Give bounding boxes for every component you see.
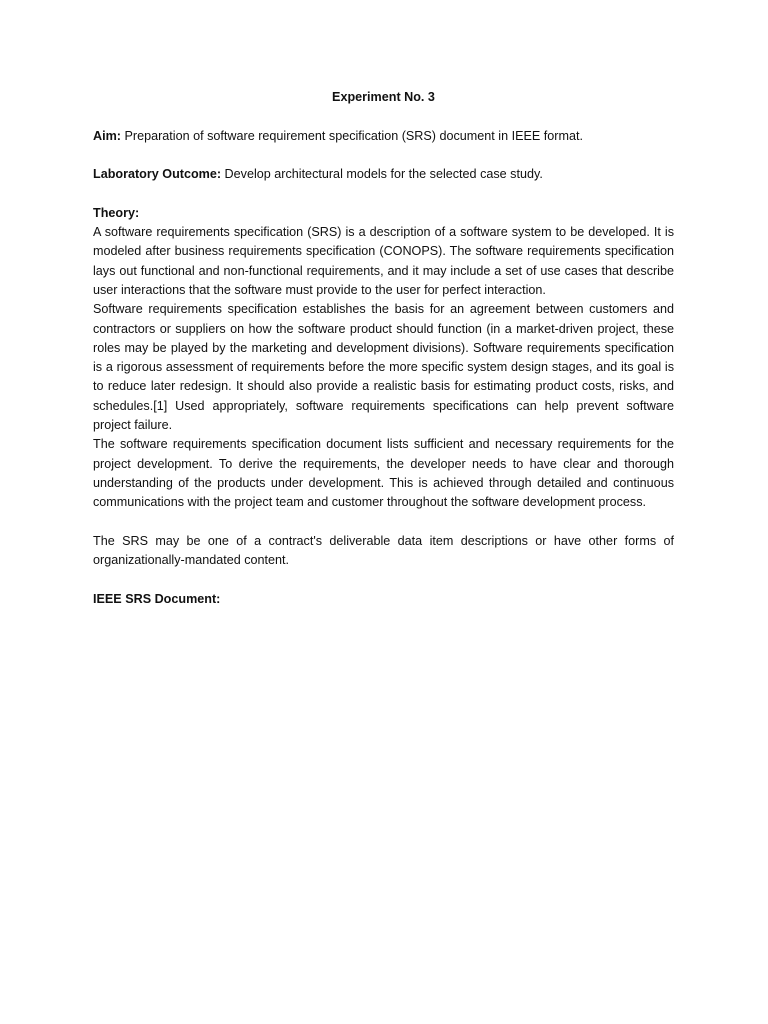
- theory-heading: Theory:: [93, 205, 140, 220]
- theory-paragraph: A software requirements specification (SRS) is a description of a software system to be developed. It is modeled after business requirements specification (CONOPS). The software requirements specification lays out functional and non-functional requirements, and it may include a set of use cases that describe user interactions that the software must provide to the user for perfect interaction.: [93, 225, 674, 297]
- theory-paragraph: The software requirements specification document lists sufficient and necessary requirements for the project development. To derive the requirements, the developer needs to have clear and thorough understanding of the products under development. This is achieved through detailed and continuous communications with the project team and customer throughout the software development process.: [93, 437, 674, 510]
- outcome-text: Develop architectural models for the selected case study.: [221, 167, 543, 182]
- srs-contract-paragraph: The SRS may be one of a contract's deliverable data item descriptions or have other forms of organizationally-mandated content.: [93, 533, 674, 568]
- aim-line: [93, 127, 674, 146]
- document-body: [93, 88, 674, 609]
- outcome-line: [93, 165, 674, 184]
- ieee-srs-heading: IEEE SRS Document:: [93, 591, 221, 606]
- outcome-label: Laboratory Outcome:: [93, 167, 222, 182]
- aim-label: Aim:: [93, 128, 121, 143]
- experiment-title: Experiment No. 3: [332, 90, 435, 104]
- theory-paragraph: Software requirements specification establishes the basis for an agreement between customers and contractors or suppliers on how the software product should function (in a market-driven project, these roles may be played by the marketing and development divisions). Software requirements specification is a rigorous assessment of requirements before the more specific system design stages, and its goal is to reduce later redesign. It should also provide a realistic basis for estimating product costs, risks, and schedules.[1] Used appropriately, software requirements specifications can help prevent software project failure.: [93, 302, 674, 433]
- aim-text: Preparation of software requirement specification (SRS) document in IEEE format.: [121, 128, 583, 143]
